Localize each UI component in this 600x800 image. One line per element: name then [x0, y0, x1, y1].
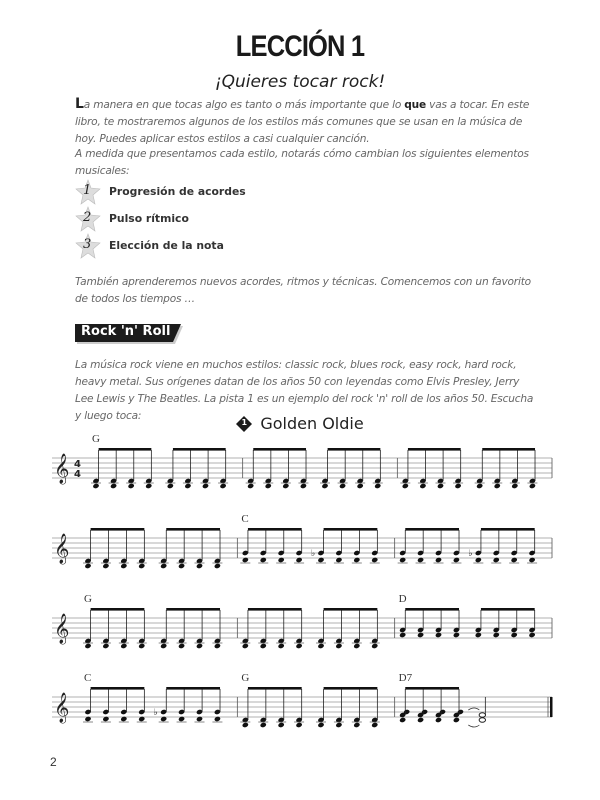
note-head [494, 483, 501, 489]
beam [166, 608, 220, 611]
beam [166, 687, 220, 690]
beam [482, 448, 535, 451]
note-head [278, 643, 285, 649]
note-head [178, 563, 185, 569]
treble-clef: 𝄞 [54, 454, 70, 484]
beam [324, 608, 378, 611]
note-head [242, 722, 249, 728]
time-signature-top: 4 [74, 459, 81, 470]
note-head [184, 483, 191, 489]
element-number: 3 [83, 236, 92, 252]
element-number: 1 [83, 182, 92, 198]
note-head [260, 722, 267, 728]
element-label: Elección de la nota [109, 239, 224, 252]
note-head [321, 483, 328, 489]
transition-paragraph: También aprenderemos nuevos acordes, ritmos y técnicas. Comencemos con un favorito de todos los tiempos … [75, 276, 531, 305]
beam [481, 608, 535, 611]
note-head [178, 643, 185, 649]
note-head [138, 563, 145, 569]
beam [328, 448, 381, 451]
drop-cap: L [75, 96, 84, 112]
beam [324, 687, 378, 690]
chord-symbol: C [241, 513, 249, 525]
note-head [437, 483, 444, 489]
flat-accidental: ♭ [311, 549, 316, 559]
note-head [399, 717, 406, 723]
note-head [214, 643, 221, 649]
treble-clef: 𝄞 [54, 614, 70, 644]
lesson-title: LECCIÓN 1 [235, 30, 365, 63]
beam [481, 528, 535, 531]
beam [405, 687, 459, 690]
note-head [84, 563, 91, 569]
flat-accidental: ♭ [153, 708, 158, 718]
note-head [138, 643, 145, 649]
note-head [220, 483, 227, 489]
page-number: 2 [50, 755, 57, 769]
element-label: Pulso rítmico [109, 212, 189, 225]
section-title: Rock 'n' Roll [81, 324, 171, 339]
tie [468, 725, 479, 727]
note-head [476, 483, 483, 489]
note-head [339, 483, 346, 489]
beam [248, 608, 302, 611]
element-number: 2 [83, 209, 92, 225]
note-head [317, 643, 324, 649]
chord-symbol: G [84, 593, 92, 605]
final-bar-line [550, 697, 553, 717]
chord-symbol: D7 [398, 672, 413, 684]
note-head [282, 483, 289, 489]
note-head [214, 563, 221, 569]
note-head [196, 563, 203, 569]
note-head [353, 643, 360, 649]
beam [405, 608, 459, 611]
note-head [128, 483, 135, 489]
note-head [357, 483, 364, 489]
treble-clef: 𝄞 [54, 693, 70, 723]
note-head [196, 643, 203, 649]
note-head [102, 563, 109, 569]
beam [253, 448, 306, 451]
note-head [92, 483, 99, 489]
note-head [374, 483, 381, 489]
lesson-subtitle: ¡Quieres tocar rock! [214, 72, 386, 92]
note-head [300, 483, 307, 489]
flat-accidental: ♭ [468, 549, 473, 559]
note-head [529, 483, 536, 489]
beam [408, 448, 461, 451]
note-head [511, 483, 518, 489]
note-head [455, 483, 462, 489]
note-head [160, 563, 167, 569]
note-head [260, 643, 267, 649]
note-head [335, 643, 342, 649]
note-head [317, 722, 324, 728]
song-name: Golden Oldie [260, 414, 364, 433]
note-head [371, 643, 378, 649]
note-head [278, 722, 285, 728]
chord-symbol: D [398, 593, 407, 605]
note-head [453, 717, 460, 723]
note-head [202, 483, 209, 489]
chord-symbol: C [84, 672, 92, 684]
beam [91, 687, 145, 690]
note-head [247, 483, 254, 489]
note-head [84, 643, 91, 649]
beam [166, 528, 220, 531]
elements-intro-paragraph: A medida que presentamos cada estilo, notarás cómo cambian los siguientes elementos musicales: [75, 148, 529, 177]
note-head [296, 643, 303, 649]
note-head [145, 483, 152, 489]
intro-text-2: vas a tocar. En este libro, te mostraremos algunos de los estilos más comunes que se usan en la música de hoy. Puedes aplicar estos estilos a casi cualquier canción. [75, 99, 530, 145]
element-label: Progresión de acordes [109, 185, 246, 198]
beam [248, 528, 302, 531]
beam [91, 528, 145, 531]
half-note-head [479, 713, 485, 718]
note-head [417, 717, 424, 723]
note-head [167, 483, 174, 489]
note-head [353, 722, 360, 728]
note-head [160, 643, 167, 649]
note-head [242, 643, 249, 649]
beam [99, 448, 152, 451]
beam [248, 687, 302, 690]
note-head [335, 722, 342, 728]
track-number: 1 [241, 417, 248, 427]
note-head [102, 643, 109, 649]
note-head [402, 483, 409, 489]
intro-text-1: a manera en que tocas algo es tanto o más importante que lo [83, 99, 405, 111]
note-head [296, 722, 303, 728]
emphasis-que: que [404, 99, 426, 111]
beam [324, 528, 378, 531]
half-note-head [479, 718, 485, 723]
time-signature-bottom: 4 [74, 469, 81, 480]
chord-symbol: G [92, 433, 100, 445]
note-head [265, 483, 272, 489]
note-head [120, 563, 127, 569]
note-head [110, 483, 117, 489]
note-head [435, 717, 442, 723]
note-head [419, 483, 426, 489]
tie [468, 708, 479, 710]
beam [405, 528, 459, 531]
note-head [371, 722, 378, 728]
treble-clef: 𝄞 [54, 534, 70, 564]
section-body-paragraph: La música rock viene en muchos estilos: classic rock, blues rock, easy rock, hard rock, heavy metal. Sus orígenes datan de los años 50 con leyendas como Elvis Presley, Jerry Lee Lewis y The Beatles. La pista 1 es un ejemplo del rock 'n' roll de los años 50. Escucha y luego toca: [75, 359, 534, 422]
chord-symbol: G [241, 672, 250, 684]
beam [91, 608, 145, 611]
beam [173, 448, 226, 451]
note-head [120, 643, 127, 649]
